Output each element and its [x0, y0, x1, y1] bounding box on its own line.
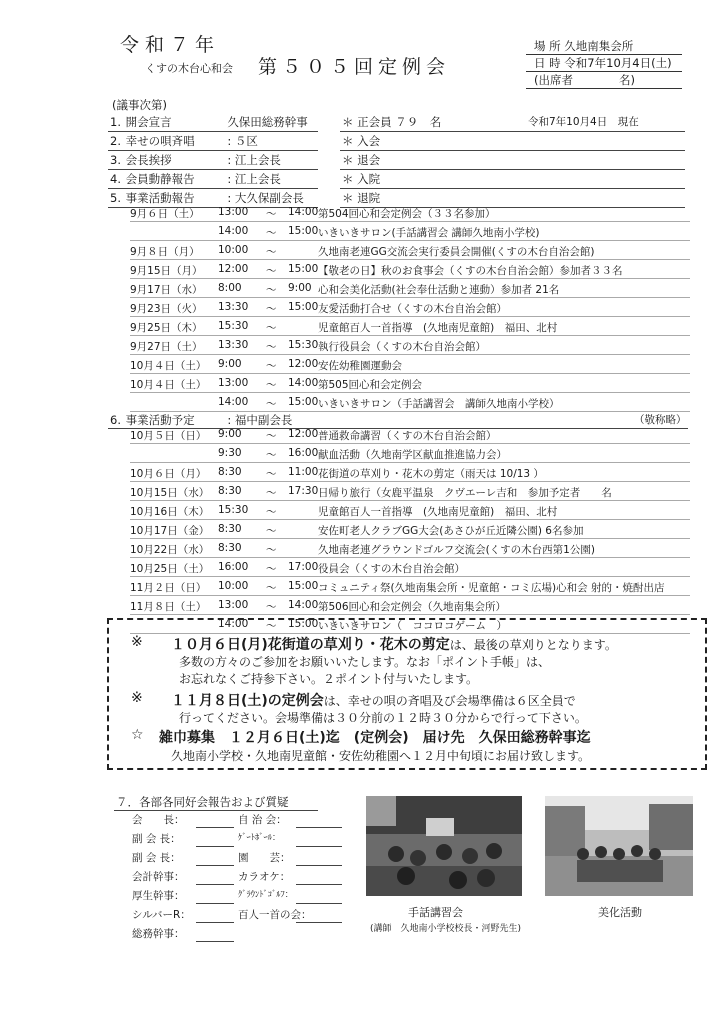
member-count-date: 令和7年10月4日 現在: [528, 116, 639, 128]
agenda-label-text: 開会宣言: [125, 115, 172, 129]
row-start-time: 13:00: [218, 206, 249, 218]
row-date: 9月23日（火）: [130, 303, 203, 315]
club-left-label: 厚生幹事：: [132, 890, 185, 902]
row-start-time: 8:00: [218, 282, 242, 294]
agenda-num: 4.: [110, 172, 121, 186]
attendance-line: (出席者 名): [526, 72, 682, 89]
member-hospitalized: ＊ 入院: [342, 172, 381, 186]
club-right-label: 自 治 会：: [238, 814, 287, 826]
club-left-line: [196, 865, 234, 866]
schedule-row: [130, 445, 690, 463]
agenda-label: (議事次第): [112, 98, 167, 112]
row-description: 花街道の草刈り・花木の剪定（雨天は 10/13 ）: [318, 468, 544, 480]
row-end-time: 15:00: [288, 301, 319, 313]
row-date: 9月15日（月）: [130, 265, 203, 277]
row-description: 執行役員会（くすの木台自治会館）: [318, 341, 486, 353]
notice-1-bold: １０月６日(月)花街道の草刈り・花木の剪定: [171, 637, 450, 653]
row-start-time: 13:00: [218, 599, 249, 611]
row-description: 久地南老連グラウンドゴルフ交流会(くすの木台西第1公園): [318, 544, 595, 556]
row-separator: ～: [266, 468, 277, 480]
schedule-row: [130, 375, 690, 393]
schedule-row: [130, 261, 690, 279]
row-start-time: 10:00: [218, 580, 249, 592]
meeting-info-box: [526, 38, 682, 89]
agenda-num: 2.: [110, 134, 121, 148]
row-start-time: 9:00: [218, 428, 242, 440]
row-end-time: 9:00: [288, 282, 312, 294]
row-separator: ～: [266, 341, 277, 353]
schedule-row: [130, 204, 690, 222]
row-date: 11月２日（日）: [130, 582, 207, 594]
photo-caption-2: 美化活動: [598, 906, 642, 919]
row-start-time: 8:30: [218, 523, 242, 535]
row-description: 日帰り旅行（女鹿平温泉 クヴエーレ吉和 参加予定者 名: [318, 487, 612, 499]
row-description: 普通救命講習（くすの木台自治会館）: [318, 430, 497, 442]
row-description: 献血活動（久地南学区献血推進協力会）: [318, 449, 507, 461]
notice-1-rest: は、最後の草刈りとなります。: [449, 638, 617, 652]
schedule-row: [130, 597, 690, 615]
club-left-label: 会 長：: [132, 814, 185, 826]
row-end-time: 15:00: [288, 263, 319, 275]
row-separator: ～: [266, 303, 277, 315]
row-description: 安佐幼稚園運動会: [318, 360, 402, 372]
datetime-line: 日 時 令和7年10月4日(土): [526, 55, 682, 72]
row-start-time: 10:00: [218, 244, 249, 256]
row-date: 11月８日（土）: [130, 601, 207, 613]
row-end-time: 15:00: [288, 580, 319, 592]
row-separator: ～: [266, 208, 277, 220]
club-left-label: シルバーR：: [132, 909, 191, 921]
agenda-label-text: 事業活動報告: [125, 191, 195, 205]
row-end-time: 12:00: [288, 358, 319, 370]
member-count: ＊ 正会員 ７９ 名: [342, 115, 442, 129]
row-end-time: 15:00: [288, 225, 319, 237]
row-start-time: 8:30: [218, 542, 242, 554]
row-separator: ～: [266, 582, 277, 594]
plan-label: 事業活動予定: [125, 413, 195, 427]
club-right-line: [296, 884, 342, 885]
club-right-line: [296, 827, 342, 828]
notice-line-2: 多数の方々のご参加をお願いいたします。なお「ポイント手帳」は、: [179, 655, 551, 669]
notice-line-7: 久地南小学校・久地南児童館・安佐幼稚園へ１２月中旬頃にお届け致します。: [171, 749, 591, 763]
notice-box: [107, 618, 707, 770]
schedule-row: [130, 318, 690, 336]
row-description: 役員会（くすの木台自治会館）: [318, 563, 465, 575]
row-separator: ～: [266, 379, 277, 391]
beautification-activity-photo: [545, 796, 693, 896]
agenda-who: : 大久保副会長: [227, 191, 304, 205]
member-discharged: ＊ 退院: [342, 191, 381, 205]
notice-4-bold: １１月８日(土)の定例会: [171, 693, 324, 709]
row-start-time: 12:00: [218, 263, 249, 275]
schedule-row: [130, 502, 690, 520]
club-right-line: [296, 903, 342, 904]
notice-line-4: [171, 690, 576, 710]
row-description: いきいきサロン(手話講習会 講師久地南小学校): [318, 227, 540, 239]
row-start-time: 16:00: [218, 561, 249, 573]
row-date: 10月４日（土）: [130, 360, 207, 372]
row-separator: ～: [266, 265, 277, 277]
row-description: 【敬老の日】秋のお食事会（くすの木台自治会館）参加者３３名: [318, 265, 623, 277]
row-end-time: 17:00: [288, 561, 319, 573]
schedule-row: [130, 299, 690, 317]
row-date: 10月25日（土）: [130, 563, 210, 575]
row-date: 10月22日（水）: [130, 544, 210, 556]
row-date: 9月25日（木）: [130, 322, 203, 334]
row-start-time: 15:30: [218, 320, 249, 332]
club-left-label: 総務幹事：: [132, 928, 185, 940]
agenda-label-text: 会長挨拶: [125, 153, 172, 167]
notice-mark-3: ☆: [131, 727, 144, 743]
row-end-time: 15:00: [288, 618, 319, 630]
row-end-time: 17:30: [288, 485, 319, 497]
group-name: くすの木台心和会: [145, 62, 233, 75]
agenda-item-2: [110, 133, 258, 149]
row-separator: ～: [266, 398, 277, 410]
club-left-label: 会計幹事：: [132, 871, 185, 883]
agenda-num: 5.: [110, 191, 121, 205]
row-start-time: 14:00: [218, 618, 249, 630]
notice-line-3: お忘れなくご持参下さい。２ポイント付与いたします。: [179, 672, 479, 686]
row-date: 10月６日（月）: [130, 468, 207, 480]
club-right-label: ｸﾞﾗｳﾝﾄﾞｺﾞﾙﾌ：: [238, 890, 294, 900]
schedule-row: [130, 356, 690, 374]
agenda-item-1: [110, 114, 308, 130]
row-description: 児童館百人一首指導 (久地南児童館) 福田、北村: [318, 322, 558, 334]
row-start-time: 9:30: [218, 447, 242, 459]
agenda-who: : 江上会長: [227, 172, 281, 186]
row-date: 10月５日（日）: [130, 430, 207, 442]
schedule-row: [130, 426, 690, 444]
plan-num: 6.: [110, 413, 121, 427]
row-end-time: 15:00: [288, 396, 319, 408]
row-start-time: 14:00: [218, 225, 249, 237]
row-description: いきいきサロン（ ココロコゲーム ）: [318, 620, 507, 632]
club-left-line: [196, 922, 234, 923]
club-right-label: ｹﾞｰﾄﾎﾞｰﾙ：: [238, 833, 281, 843]
row-date: 10月15日（水）: [130, 487, 210, 499]
member-leave: ＊ 退会: [342, 153, 381, 167]
row-end-time: 14:00: [288, 206, 319, 218]
row-date: 9月６日（土）: [130, 208, 200, 220]
row-start-time: 13:30: [218, 301, 249, 313]
notice-line-6: 雑巾募集 １２月６日(土)迄 (定例会) 届け先 久保田総務幹事迄: [159, 730, 591, 746]
schedule-row: [130, 521, 690, 539]
schedule-row: [130, 483, 690, 501]
club-right-label: カラオケ：: [238, 871, 291, 883]
club-right-line: [296, 865, 342, 866]
notice-line-5: 行ってください。会場準備は３０分前の１２時３０分からで行って下さい。: [179, 711, 587, 725]
notice-4-rest: は、幸せの唄の斉唱及び会場準備は６区全員で: [323, 694, 576, 708]
row-separator: ～: [266, 227, 277, 239]
agenda-num: 3.: [110, 153, 121, 167]
notice-line-1: [171, 634, 617, 654]
schedule-row: [130, 337, 690, 355]
row-date: 9月17日（水）: [130, 284, 203, 296]
club-right-line: [296, 922, 342, 923]
row-description: 友愛活動打合せ（くすの木台自治会館）: [318, 303, 507, 315]
plan-who: : 福中副会長: [227, 413, 293, 427]
schedule-row: [130, 464, 690, 482]
row-end-time: 15:30: [288, 339, 319, 351]
schedule-row: [130, 578, 690, 596]
row-description: 心和会美化活動(社会奉仕活動と連動）参加者 21名: [318, 284, 560, 296]
row-separator: ～: [266, 360, 277, 372]
row-end-time: 11:00: [288, 466, 319, 478]
row-start-time: 15:30: [218, 504, 249, 516]
schedule-row: [130, 223, 690, 241]
row-description: 第505回心和会定例会: [318, 379, 423, 391]
agenda-label-text: 会員動静報告: [125, 172, 195, 186]
row-description: 久地南老連GG交流会実行委員会開催(くすの木台自治会館): [318, 246, 595, 258]
agenda-item-3: [110, 152, 281, 168]
agenda-label-text: 幸せの唄斉唱: [125, 134, 195, 148]
row-separator: ～: [266, 449, 277, 461]
schedule-row: [130, 242, 690, 260]
club-left-line: [196, 827, 234, 828]
row-separator: ～: [266, 525, 277, 537]
row-separator: ～: [266, 544, 277, 556]
honorific-note: （敬称略）: [634, 414, 687, 426]
agenda-num: 1.: [110, 115, 121, 129]
row-date: 10月17日（金）: [130, 525, 210, 537]
row-description: コミュニティ祭(久地南集会所・児童館・コミ広場)心和会 射的・焼酎出店: [318, 582, 665, 594]
row-end-time: 16:00: [288, 447, 319, 459]
row-separator: ～: [266, 430, 277, 442]
row-separator: ～: [266, 322, 277, 334]
row-start-time: 14:00: [218, 396, 249, 408]
club-left-line: [196, 941, 234, 942]
club-left-line: [196, 846, 234, 847]
row-separator: ～: [266, 620, 277, 632]
row-start-time: 8:30: [218, 485, 242, 497]
row-date: 10月16日（木）: [130, 506, 210, 518]
row-description: 安佐町老人クラブGG大会(あさひが丘近隣公園) 6名参加: [318, 525, 584, 537]
row-separator: ～: [266, 284, 277, 296]
venue-line: 場 所 久地南集会所: [526, 38, 682, 55]
club-right-line: [296, 846, 342, 847]
row-start-time: 13:00: [218, 377, 249, 389]
schedule-row: [130, 280, 690, 298]
row-start-time: 13:30: [218, 339, 249, 351]
row-separator: ～: [266, 506, 277, 518]
row-separator: ～: [266, 563, 277, 575]
row-date: 10月４日（土）: [130, 379, 207, 391]
agenda-who: : 江上会長: [227, 153, 281, 167]
schedule-row: [130, 394, 690, 412]
club-left-label: 副 会 長：: [132, 833, 181, 845]
sign-language-class-photo: [366, 796, 522, 896]
schedule-row: [130, 559, 690, 577]
era-title: 令和７年: [120, 34, 221, 56]
row-end-time: 14:00: [288, 599, 319, 611]
club-left-line: [196, 903, 234, 904]
schedule-row: [130, 540, 690, 558]
row-date: 9月27日（土）: [130, 341, 203, 353]
agenda-who: 久保田総務幹事: [227, 115, 308, 129]
club-right-label: 園 芸：: [238, 852, 291, 864]
notice-mark-2: ※: [131, 690, 143, 706]
row-description: 第506回心和会定例会（久地南集会所）: [318, 601, 507, 613]
section7-title: ７．各部各同好会報告および質疑: [116, 795, 289, 809]
meeting-title: 第５０５回定例会: [258, 56, 451, 78]
agenda-who: : ５区: [227, 134, 258, 148]
row-start-time: 8:30: [218, 466, 242, 478]
photo-caption-1: 手話講習会: [408, 906, 463, 919]
row-description: いきいきサロン（手話講習会 講師久地南小学校）: [318, 398, 560, 410]
club-right-label: 百人一首の会：: [238, 909, 312, 921]
photo-caption-1-sub: (講師 久地南小学校校長・河野先生): [370, 924, 522, 934]
row-description: 児童館百人一首指導 (久地南児童館) 福田、北村: [318, 506, 558, 518]
row-start-time: 9:00: [218, 358, 242, 370]
agenda-item-4: [110, 171, 281, 187]
row-separator: ～: [266, 246, 277, 258]
club-left-label: 副 会 長：: [132, 852, 181, 864]
club-left-line: [196, 884, 234, 885]
member-join: ＊ 入会: [342, 134, 381, 148]
row-separator: ～: [266, 487, 277, 499]
row-description: 第504回心和会定例会（３３名参加）: [318, 208, 496, 220]
row-end-time: 14:00: [288, 377, 319, 389]
row-date: 9月８日（月）: [130, 246, 200, 258]
row-separator: ～: [266, 601, 277, 613]
notice-mark-1: ※: [131, 634, 143, 650]
row-end-time: 12:00: [288, 428, 319, 440]
